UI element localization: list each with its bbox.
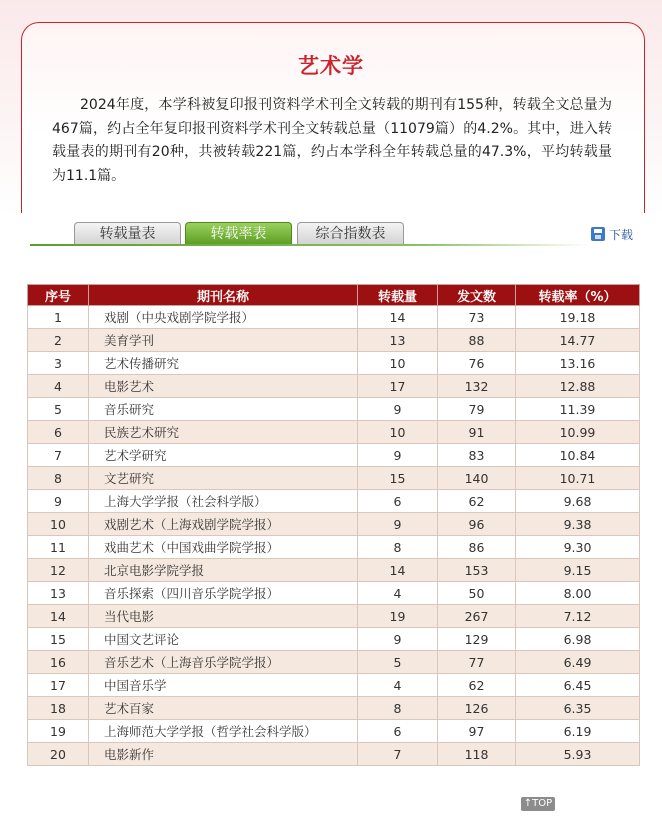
cell-article-count: 83 (438, 444, 516, 467)
cell-index: 11 (28, 536, 89, 559)
table-row (28, 421, 640, 444)
cell-reprint-rate: 19.18 (516, 306, 640, 329)
cell-index: 2 (28, 329, 89, 352)
cell-index: 7 (28, 444, 89, 467)
cell-journal-name: 戏剧艺术（上海戏剧学院学报） (89, 513, 358, 536)
cell-reprint-count: 9 (358, 444, 438, 467)
cell-journal-name: 电影新作 (89, 743, 358, 766)
cell-journal-name: 戏曲艺术（中国戏曲学院学报） (89, 536, 358, 559)
cell-journal-name: 音乐探索（四川音乐学院学报） (89, 582, 358, 605)
cell-reprint-rate: 10.99 (516, 421, 640, 444)
cell-index: 18 (28, 697, 89, 720)
cell-index: 19 (28, 720, 89, 743)
table-row (28, 490, 640, 513)
cell-index: 12 (28, 559, 89, 582)
cell-reprint-rate: 10.84 (516, 444, 640, 467)
cell-reprint-count: 4 (358, 582, 438, 605)
cell-index: 20 (28, 743, 89, 766)
cell-article-count: 88 (438, 329, 516, 352)
header-reprint-count: 转载量 (358, 285, 438, 306)
tab-composite-index[interactable]: 综合指数表 (297, 222, 404, 244)
cell-reprint-count: 8 (358, 697, 438, 720)
download-label: 下载 (609, 227, 634, 242)
cell-reprint-count: 5 (358, 651, 438, 674)
cell-reprint-count: 14 (358, 559, 438, 582)
cell-reprint-count: 9 (358, 513, 438, 536)
cell-reprint-count: 6 (358, 720, 438, 743)
table-row (28, 536, 640, 559)
intro-paragraph: 2024年度，本学科被复印报刊资料学术刊全文转载的期刊有155种，转载全文总量为467篇，约占全年复印报刊资料学术刊全文转载总量（11079篇）的4.2%。其中，进入转载量表的期刊有20种，共被转载221篇，约占本学科全年转载总量的47.3%，平均转载量为11.1篇。 (52, 97, 612, 184)
cell-journal-name: 音乐研究 (89, 398, 358, 421)
cell-journal-name: 艺术百家 (89, 697, 358, 720)
cell-article-count: 62 (438, 674, 516, 697)
cell-reprint-rate: 9.30 (516, 536, 640, 559)
table-row (28, 467, 640, 490)
cell-index: 4 (28, 375, 89, 398)
table-row (28, 513, 640, 536)
table-row (28, 306, 640, 329)
cell-reprint-rate: 6.35 (516, 697, 640, 720)
cell-reprint-count: 8 (358, 536, 438, 559)
table-row (28, 674, 640, 697)
cell-journal-name: 中国文艺评论 (89, 628, 358, 651)
cell-journal-name: 文艺研究 (89, 467, 358, 490)
table-row (28, 444, 640, 467)
cell-article-count: 77 (438, 651, 516, 674)
table-row (28, 352, 640, 375)
cell-index: 6 (28, 421, 89, 444)
cell-reprint-rate: 9.38 (516, 513, 640, 536)
cell-article-count: 118 (438, 743, 516, 766)
cell-index: 15 (28, 628, 89, 651)
cell-article-count: 267 (438, 605, 516, 628)
cell-journal-name: 民族艺术研究 (89, 421, 358, 444)
table-row (28, 628, 640, 651)
cell-article-count: 62 (438, 490, 516, 513)
download-button[interactable] (591, 225, 633, 243)
cell-article-count: 50 (438, 582, 516, 605)
cell-article-count: 153 (438, 559, 516, 582)
cell-journal-name: 北京电影学院学报 (89, 559, 358, 582)
cell-journal-name: 艺术传播研究 (89, 352, 358, 375)
cell-index: 13 (28, 582, 89, 605)
cell-article-count: 97 (438, 720, 516, 743)
header-article-count: 发文数 (438, 285, 516, 306)
cell-index: 8 (28, 467, 89, 490)
cell-reprint-count: 13 (358, 329, 438, 352)
tabs-underline (30, 244, 590, 246)
cell-article-count: 96 (438, 513, 516, 536)
cell-reprint-rate: 6.45 (516, 674, 640, 697)
cell-index: 1 (28, 306, 89, 329)
cell-index: 16 (28, 651, 89, 674)
cell-journal-name: 戏剧（中央戏剧学院学报） (89, 306, 358, 329)
cell-reprint-rate: 14.77 (516, 329, 640, 352)
page-title: 艺术学 (298, 54, 364, 78)
table-row (28, 329, 640, 352)
tab-reprint-rate[interactable]: 转载率表 (185, 222, 292, 244)
cell-article-count: 76 (438, 352, 516, 375)
cell-article-count: 132 (438, 375, 516, 398)
cell-reprint-rate: 13.16 (516, 352, 640, 375)
header-index: 序号 (28, 285, 89, 306)
cell-reprint-rate: 10.71 (516, 467, 640, 490)
cell-reprint-count: 9 (358, 628, 438, 651)
cell-index: 3 (28, 352, 89, 375)
cell-journal-name: 上海师范大学学报（哲学社会科学版） (89, 720, 358, 743)
table-row (28, 582, 640, 605)
cell-journal-name: 中国音乐学 (89, 674, 358, 697)
tab-reprint-volume[interactable]: 转载量表 (74, 222, 181, 244)
cell-index: 10 (28, 513, 89, 536)
cell-reprint-rate: 12.88 (516, 375, 640, 398)
cell-reprint-rate: 8.00 (516, 582, 640, 605)
cell-article-count: 126 (438, 697, 516, 720)
cell-reprint-rate: 5.93 (516, 743, 640, 766)
table-row (28, 605, 640, 628)
cell-reprint-rate: 6.98 (516, 628, 640, 651)
cell-reprint-rate: 9.15 (516, 559, 640, 582)
cell-reprint-count: 19 (358, 605, 438, 628)
cell-index: 14 (28, 605, 89, 628)
table-row (28, 398, 640, 421)
cell-reprint-count: 17 (358, 375, 438, 398)
cell-journal-name: 音乐艺术（上海音乐学院学报） (89, 651, 358, 674)
cell-article-count: 79 (438, 398, 516, 421)
table-row (28, 720, 640, 743)
cell-reprint-count: 10 (358, 421, 438, 444)
table-row (28, 651, 640, 674)
header-journal-name: 期刊名称 (89, 285, 358, 306)
cell-reprint-count: 6 (358, 490, 438, 513)
cell-article-count: 91 (438, 421, 516, 444)
cell-reprint-rate: 6.49 (516, 651, 640, 674)
cell-journal-name: 电影艺术 (89, 375, 358, 398)
cell-index: 17 (28, 674, 89, 697)
cell-article-count: 73 (438, 306, 516, 329)
cell-index: 9 (28, 490, 89, 513)
cell-reprint-rate: 6.19 (516, 720, 640, 743)
cell-reprint-count: 14 (358, 306, 438, 329)
cell-journal-name: 艺术学研究 (89, 444, 358, 467)
cell-article-count: 129 (438, 628, 516, 651)
table-header-row (28, 285, 640, 306)
cell-journal-name: 上海大学学报（社会科学版） (89, 490, 358, 513)
cell-article-count: 86 (438, 536, 516, 559)
table-row (28, 697, 640, 720)
reprint-rate-table (27, 284, 640, 766)
cell-reprint-rate: 7.12 (516, 605, 640, 628)
table-row (28, 743, 640, 766)
cell-article-count: 140 (438, 467, 516, 490)
save-icon (591, 227, 605, 241)
cell-reprint-count: 7 (358, 743, 438, 766)
cell-reprint-rate: 11.39 (516, 398, 640, 421)
cell-reprint-rate: 9.68 (516, 490, 640, 513)
cell-reprint-count: 15 (358, 467, 438, 490)
cell-journal-name: 美育学刊 (89, 329, 358, 352)
table-row (28, 559, 640, 582)
header-reprint-rate: 转载率（%） (516, 285, 640, 306)
cell-index: 5 (28, 398, 89, 421)
cell-journal-name: 当代电影 (89, 605, 358, 628)
cell-reprint-count: 9 (358, 398, 438, 421)
table-row (28, 375, 640, 398)
cell-reprint-count: 4 (358, 674, 438, 697)
back-to-top-button[interactable]: ↑TOP (521, 797, 555, 811)
cell-reprint-count: 10 (358, 352, 438, 375)
